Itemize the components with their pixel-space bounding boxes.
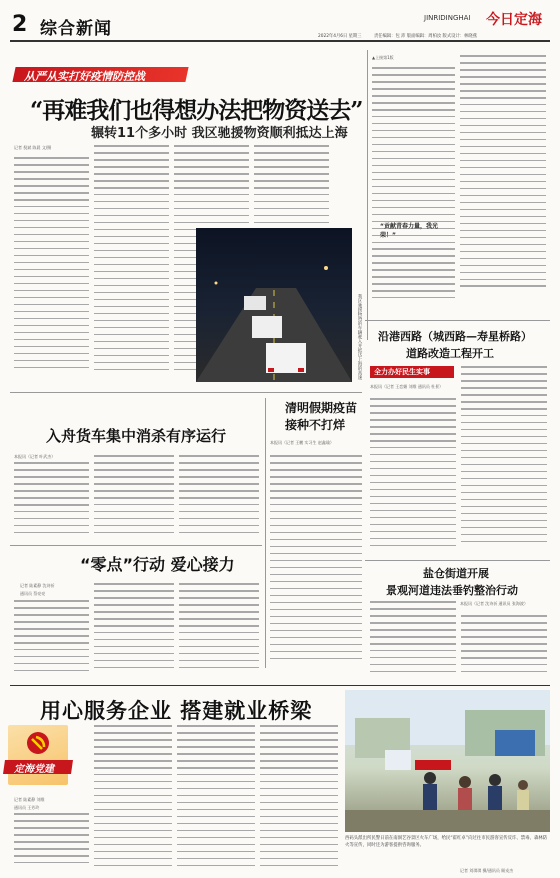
- article3-body: [270, 455, 362, 665]
- article3-headline: 清明假期疫苗接种不打烊: [285, 401, 358, 432]
- road-body-col1: [370, 398, 456, 556]
- salt-headline-2: 景观河道违法垂钓整治行动: [386, 584, 518, 597]
- article4-headline: “零点”行动 爱心接力: [80, 555, 235, 574]
- article4-body-col2: [94, 583, 174, 678]
- party-photo: [345, 690, 550, 832]
- article4-byline: 记者 陆素静 沈诗祈: [20, 583, 55, 588]
- salt-body-col1: [370, 601, 456, 676]
- right-body-col2: [460, 55, 546, 295]
- road-tag-text: 全力办好民生实事: [374, 368, 430, 376]
- party-headline: 用心服务企业 搭建就业桥梁: [40, 698, 313, 723]
- section-title: 综合新闻: [40, 19, 112, 39]
- editor-line: 责任编辑：包 沛 版面编辑：周柏汝 版式设计：林晓燕: [374, 34, 477, 39]
- article2-body-col2: [94, 455, 174, 542]
- article2-body-col1: [14, 462, 89, 542]
- party-tag-box: [8, 725, 68, 785]
- lead-photo: [196, 228, 352, 382]
- salt-byline: 本报讯（记者 沈诗祈 通讯员 张海波）: [460, 601, 528, 606]
- salt-body-col2: [461, 615, 547, 675]
- party-byline: 记者 陆素静 刘维: [14, 797, 45, 802]
- article3-byline: 本报讯（记者 王鹏 实习生 赵鑫瑜）: [270, 440, 334, 445]
- article2-body-col3: [179, 455, 259, 542]
- road-headline-1: 沿港西路（城西路—寿星桥路）: [378, 330, 532, 343]
- page-number: 2: [12, 12, 28, 37]
- party-byline-2: 通讯员 王芳玲: [14, 805, 40, 810]
- party-body-col1: [14, 813, 89, 873]
- salt-headline-1: 盐仓街道开展: [423, 567, 489, 580]
- continued-marker: ▲上接第1版: [372, 55, 394, 60]
- party-body-col4: [260, 725, 338, 873]
- right-body-col1: [372, 67, 455, 277]
- party-photo-caption: 西码头派出所民警日前在南洞艺谷景区火车广场，给民“霍红卓”向过往市民游客宣传反诈、禁毒、森林防火等宣传，同时还为游客提供咨询服务。: [345, 836, 548, 848]
- lead-body-col1: [14, 157, 89, 379]
- party-body-col3: [177, 725, 255, 873]
- road-byline: 本报讯（记者 王恋媚 刘维 通讯员 杜景）: [370, 384, 444, 389]
- article4-byline-2: 通讯员 蔡亮亮: [20, 591, 46, 596]
- road-headline-2: 道路改造工程开工: [406, 347, 494, 360]
- masthead-rule: [10, 40, 550, 42]
- article2-byline: 本报讯（记者 叶武杰）: [14, 454, 56, 459]
- pullquote: “贡献青春力量，我光荣！”: [380, 223, 438, 239]
- site-name: JINRIDINGHAI: [424, 14, 471, 22]
- article4-body-col1: [14, 600, 89, 678]
- article2-headline: 入舟货车集中消杀有序运行: [46, 427, 227, 445]
- lead-subheadline: 辗转11个多小时 我区驰援物资顺利抵达上海: [91, 126, 348, 141]
- masthead-logo: 今日定海: [486, 12, 542, 28]
- party-emblem-icon: [8, 725, 68, 785]
- party-photo-credit: 记者 刘琪琪 摄/通讯员 顾戎杰: [460, 868, 514, 873]
- article4-body-col3: [179, 583, 259, 678]
- date-line: 2022年4月6日 星期三: [318, 34, 362, 39]
- fight-tag-text: 从严从实打好疫情防控战: [24, 70, 145, 83]
- article3-headline-1: [285, 400, 357, 434]
- right-body-col1b: [372, 248, 455, 308]
- road-body-col2: [461, 366, 547, 556]
- lead-byline: 记者 倪斌 陈晨 文/摄: [14, 145, 52, 150]
- party-tag-text: 定海党建: [14, 764, 54, 775]
- lead-photo-caption: 我区驰援物资的车辆驶入并抵达上海的高速: [357, 294, 362, 380]
- lead-headline: “再难我们也得想办法把物资送去”: [30, 97, 363, 124]
- lead-body-col2: [94, 145, 169, 380]
- party-body-col2: [94, 725, 172, 873]
